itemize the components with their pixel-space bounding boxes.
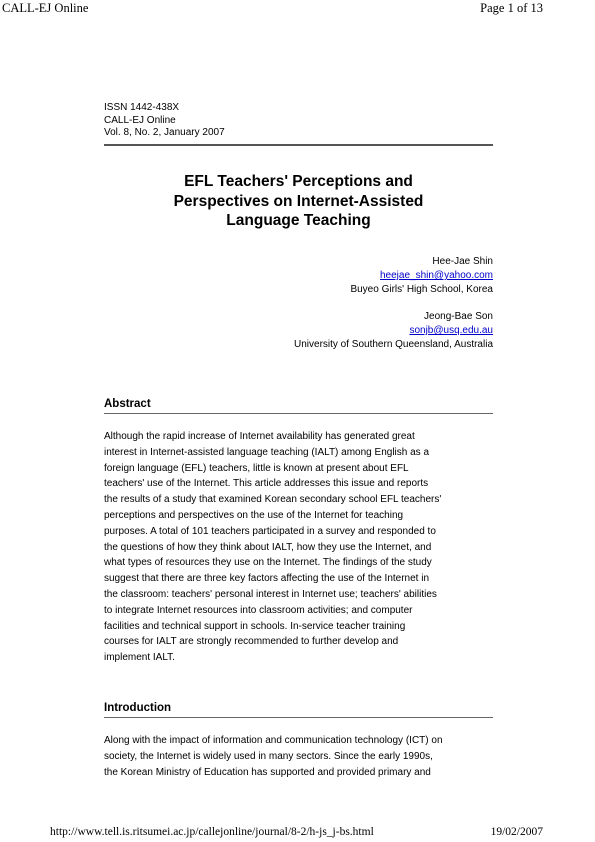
abstract-line: facilities and technical support in schools. In-service teacher training: [104, 620, 406, 632]
journal-meta: [104, 102, 225, 140]
abstract-divider: [104, 413, 493, 414]
author-email-link[interactable]: sonjb@usq.edu.au: [409, 325, 493, 336]
author-name: Hee-Jae Shin: [432, 256, 493, 267]
abstract-line: purposes. A total of 101 teachers participated in a survey and responded to: [104, 525, 436, 537]
abstract-line: what types of resources they use on the Internet. The findings of the study: [104, 557, 432, 569]
abstract-line: suggest that there are three key factors affecting the use of the Internet in: [104, 573, 430, 585]
abstract-line: perceptions and perspectives on the use of the Internet for teaching: [104, 509, 404, 521]
abstract-line: Although the rapid increase of Internet availability has generated great: [104, 431, 415, 442]
print-footer-url: http://www.tell.is.ritsumei.ac.jp/callejonline/journal/8-2/h-js_j-bs.html: [50, 826, 374, 838]
title-line: Perspectives on Internet-Assisted: [173, 192, 424, 210]
abstract-line: teachers' use of the Internet. This article addresses this issue and reports: [104, 478, 429, 490]
author-email-link[interactable]: heejae_shin@yahoo.com: [379, 270, 493, 281]
header-divider: [104, 144, 493, 146]
abstract-heading: Abstract: [104, 398, 151, 410]
introduction-line: society, the Internet is widely used in many sectors. Since the early 1990s,: [104, 750, 433, 762]
introduction-line: the Korean Ministry of Education has supported and provided primary and: [104, 766, 431, 778]
abstract-line: foreign language (EFL) teachers, little is known at present about EFL: [104, 462, 409, 474]
journal-name: CALL-EJ Online: [104, 114, 176, 126]
abstract-line: courses for IALT are strongly recommended to further develop and: [104, 636, 399, 648]
issn: ISSN 1442-438X: [104, 102, 180, 113]
abstract-line: the results of a study that examined Korean secondary school EFL teachers': [104, 494, 442, 506]
author-name: Jeong-Bae Son: [424, 311, 493, 322]
abstract-line: implement IALT.: [104, 652, 175, 664]
abstract-text: [104, 429, 496, 666]
title-line: Language Teaching: [226, 212, 371, 229]
introduction-text: [104, 733, 496, 780]
introduction-line: Along with the impact of information and communication technology (ICT) on: [104, 735, 443, 746]
author-affiliation: Buyeo Girls' High School, Korea: [350, 284, 493, 295]
article-title: [104, 172, 493, 231]
abstract-line: the classroom: teachers' personal interest in Internet use; teachers' abilities: [104, 588, 437, 600]
print-header-page-number: Page 1 of 13: [480, 1, 543, 15]
abstract-line: the questions of how they think about IALT, how they use the Internet, and: [104, 541, 432, 553]
abstract-line: to integrate Internet resources into classroom activities; and computer: [104, 604, 413, 616]
print-footer-date: 19/02/2007: [490, 826, 543, 838]
abstract-line: interest in Internet-assisted language teaching (IALT) among English as a: [104, 446, 429, 458]
author-affiliation: University of Southern Queensland, Australia: [294, 339, 493, 350]
introduction-divider: [104, 717, 493, 718]
volume-issue: Vol. 8, No. 2, January 2007: [104, 127, 225, 138]
print-header-title: CALL-EJ Online: [2, 1, 89, 15]
author-block: [294, 255, 493, 352]
title-line: EFL Teachers' Perceptions and: [184, 173, 413, 190]
introduction-heading: Introduction: [104, 702, 172, 714]
